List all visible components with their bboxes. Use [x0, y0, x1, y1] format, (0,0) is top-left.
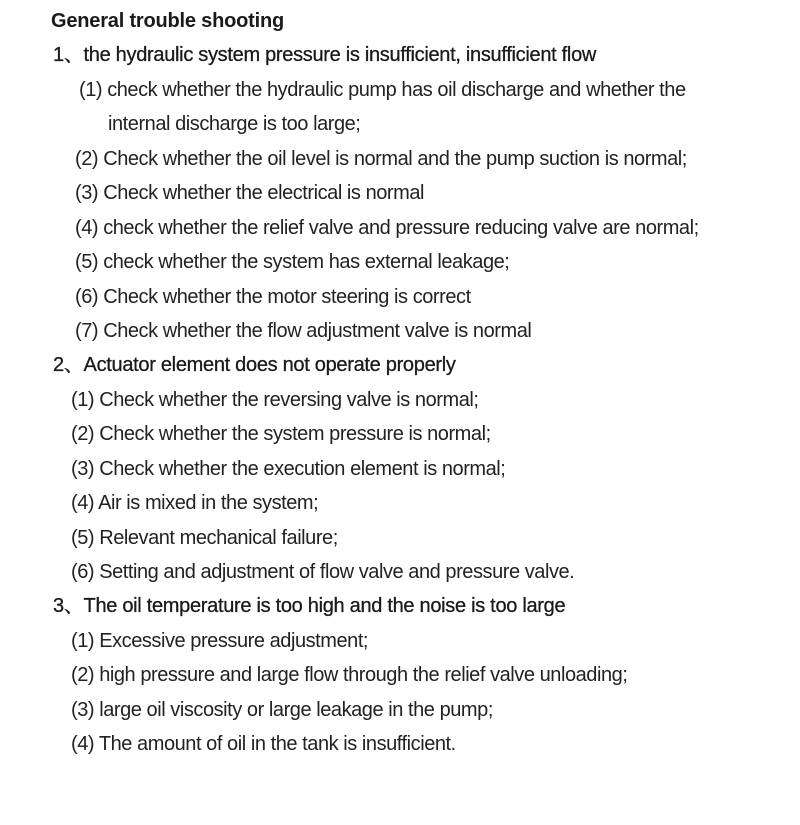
section-heading-1: 1、the hydraulic system pressure is insufficient, insufficient flow [53, 44, 597, 66]
list-item: (4) Air is mixed in the system; [71, 492, 319, 514]
list-item: (5) check whether the system has external leakage; [75, 251, 510, 273]
list-item: (5) Relevant mechanical failure; [71, 527, 338, 549]
list-item: (2) Check whether the system pressure is normal; [71, 423, 491, 445]
list-item: (1) check whether the hydraulic pump has oil discharge and whether the [79, 79, 686, 101]
document-title: General trouble shooting [51, 10, 284, 32]
list-item-continuation: internal discharge is too large; [108, 113, 361, 135]
list-item: (3) Check whether the electrical is normal [75, 182, 425, 204]
list-item: (7) Check whether the flow adjustment valve is normal [75, 320, 532, 342]
list-item: (1) Excessive pressure adjustment; [71, 630, 369, 652]
section-heading-3: 3、The oil temperature is too high and the noise is too large [53, 595, 566, 617]
list-item: (4) check whether the relief valve and pressure reducing valve are normal; [75, 217, 699, 239]
list-item: (1) Check whether the reversing valve is normal; [71, 389, 479, 411]
list-item: (6) Setting and adjustment of flow valve and pressure valve. [71, 561, 575, 583]
list-item: (2) Check whether the oil level is normal and the pump suction is normal; [75, 148, 687, 170]
list-item: (3) Check whether the execution element is normal; [71, 458, 506, 480]
list-item: (2) high pressure and large flow through the relief valve unloading; [71, 664, 628, 686]
section-heading-2: 2、Actuator element does not operate properly [53, 354, 456, 376]
list-item: (4) The amount of oil in the tank is insufficient. [71, 733, 456, 755]
list-item: (6) Check whether the motor steering is correct [75, 286, 471, 308]
list-item: (3) large oil viscosity or large leakage in the pump; [71, 699, 493, 721]
